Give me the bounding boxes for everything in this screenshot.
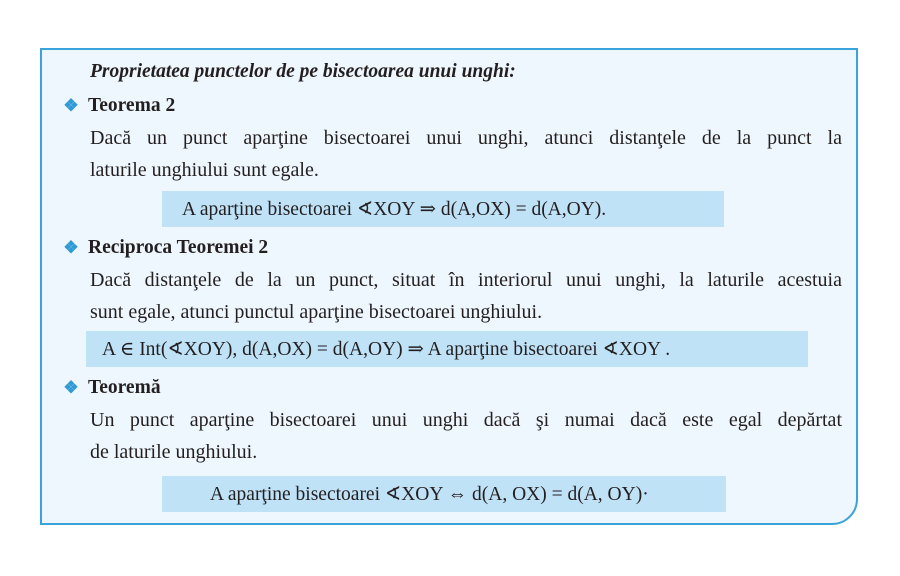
formula-box-2 <box>86 331 808 367</box>
page-heading: Proprietatea punctelor de pe bisectoarea unui unghi: <box>90 61 516 82</box>
diamond-bullet-icon: ❖ <box>63 96 79 115</box>
section-title-label: Reciproca Teoremei 2 <box>88 237 269 258</box>
formula-box-1 <box>162 191 724 227</box>
formula-1-text: A aparţine bisectoarei ∢XOY ⇒ d(A,OX) = d(A,OY). <box>182 199 607 220</box>
formula-3-text: A aparţine bisectoarei ∢XOY ⇔ d(A, OX) = d(A, OY)· <box>210 484 649 505</box>
section-3-line-2: de laturile unghiului. <box>90 441 258 463</box>
section-title-label: Teoremă <box>88 377 161 398</box>
section-1-line-2: laturile unghiului sunt egale. <box>90 159 319 181</box>
section-1-line-1: Dacă un punct aparţine bisectoarei unui unghi, atunci distanţele de la punct la <box>90 127 842 149</box>
section-title-teorema-2 <box>62 94 175 118</box>
formula-box-3 <box>162 476 726 512</box>
diamond-bullet-icon: ❖ <box>63 238 79 257</box>
section-title-reciproca <box>62 236 268 260</box>
diamond-bullet-icon: ❖ <box>63 378 79 397</box>
section-2-line-2: sunt egale, atunci punctul aparţine bisectoarei unghiului. <box>90 301 543 323</box>
section-title-label: Teorema 2 <box>88 95 176 116</box>
section-3-line-1: Un punct aparţine bisectoarei unui unghi dacă şi numai dacă este egal depărtat <box>90 409 842 431</box>
section-title-teorema <box>62 376 161 400</box>
formula-2-text: A ∈ Int(∢XOY), d(A,OX) = d(A,OY) ⇒ A aparţine bisectoarei ∢XOY . <box>102 339 671 360</box>
section-2-line-1: Dacă distanţele de la un punct, situat în interiorul unui unghi, la laturile acestuia <box>90 269 842 291</box>
